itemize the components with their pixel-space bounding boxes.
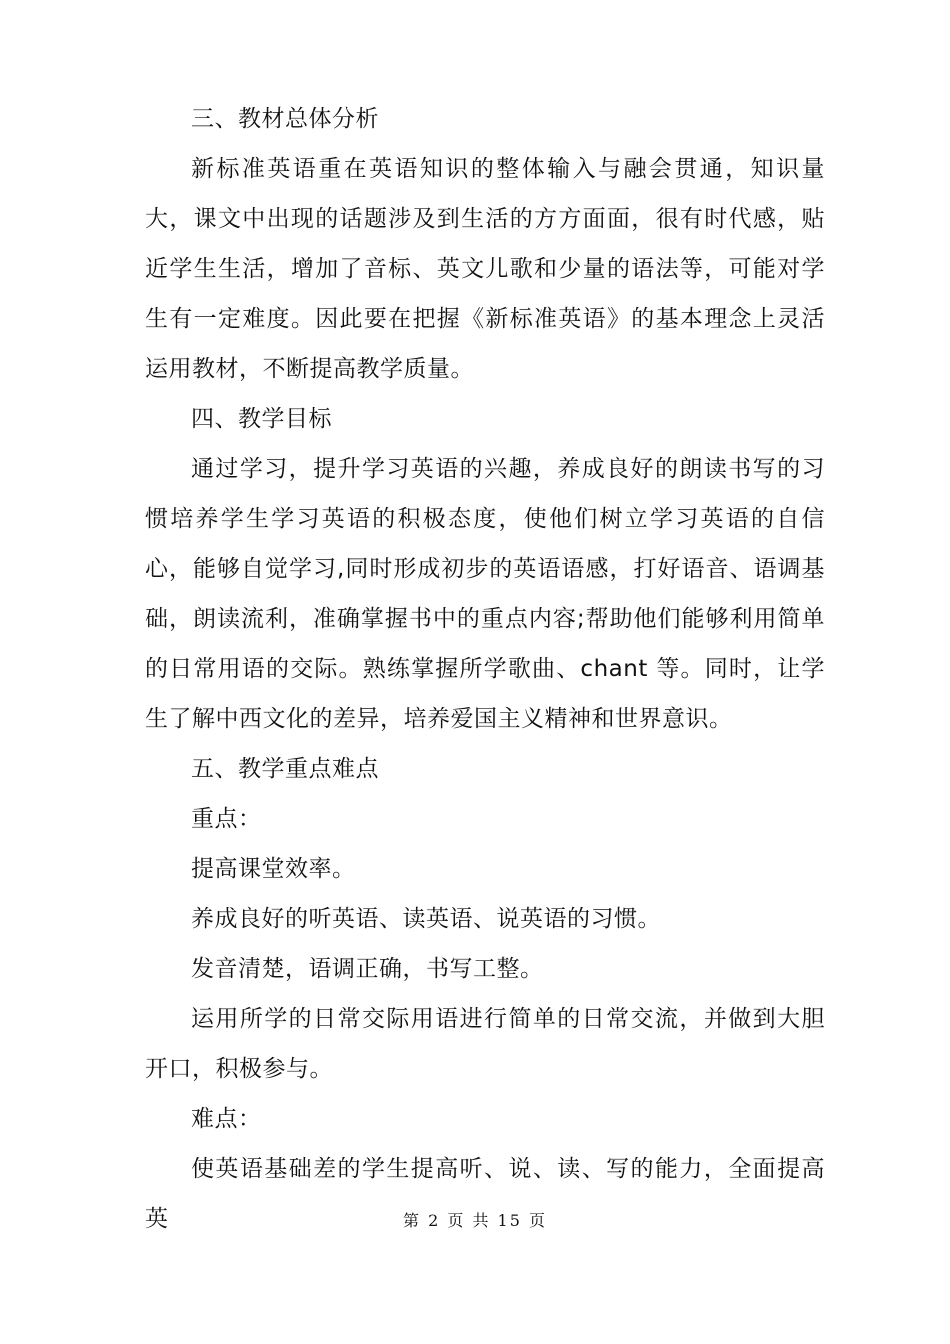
- section-4-paragraph: 通过学习，提升学习英语的兴趣，养成良好的朗读书写的习惯培养学生学习英语的积极态度，使他们树立学习英语的自信心，能够自觉学习,同时形成初步的英语语感，打好语音、语调基础，朗读流利，准确掌握书中的重点内容;帮助他们能够利用简单的日常用语的交际。熟练掌握所学歌曲、chant 等。同时，让学生了解中西文化的差异，培养爱国主义精神和世界意识。: [145, 456, 825, 732]
- section-4-title: 四、教学目标: [191, 406, 332, 432]
- section-5-title: 五、教学重点难点: [191, 756, 379, 782]
- difficulty-paragraph: 使英语基础差的学生提高听、说、读、写的能力，全面提高英: [145, 1156, 825, 1232]
- key-point-item: 提高课堂效率。: [191, 856, 356, 882]
- section-3-paragraph: 新标准英语重在英语知识的整体输入与融会贯通，知识量大，课文中出现的话题涉及到生活的方方面面，很有时代感，贴近学生生活，增加了音标、英文儿歌和少量的语法等，可能对学生有一定难度。因此要在把握《新标准英语》的基本理念上灵活运用教材，不断提高教学质量。: [145, 156, 825, 382]
- difficulty-label: 难点：: [191, 1106, 262, 1132]
- section-3-title: 三、教材总体分析: [191, 106, 379, 132]
- key-points-label: 重点：: [191, 806, 262, 832]
- page-number-footer: 第 2 页 共 15 页: [403, 1211, 547, 1230]
- document-body: [145, 94, 825, 1244]
- key-point-item: 发音清楚，语调正确，书写工整。: [191, 956, 544, 982]
- key-point-item: 运用所学的日常交际用语进行简单的日常交流，并做到大胆开口，积极参与。: [145, 1006, 825, 1082]
- key-point-item: 养成良好的听英语、读英语、说英语的习惯。: [191, 906, 661, 932]
